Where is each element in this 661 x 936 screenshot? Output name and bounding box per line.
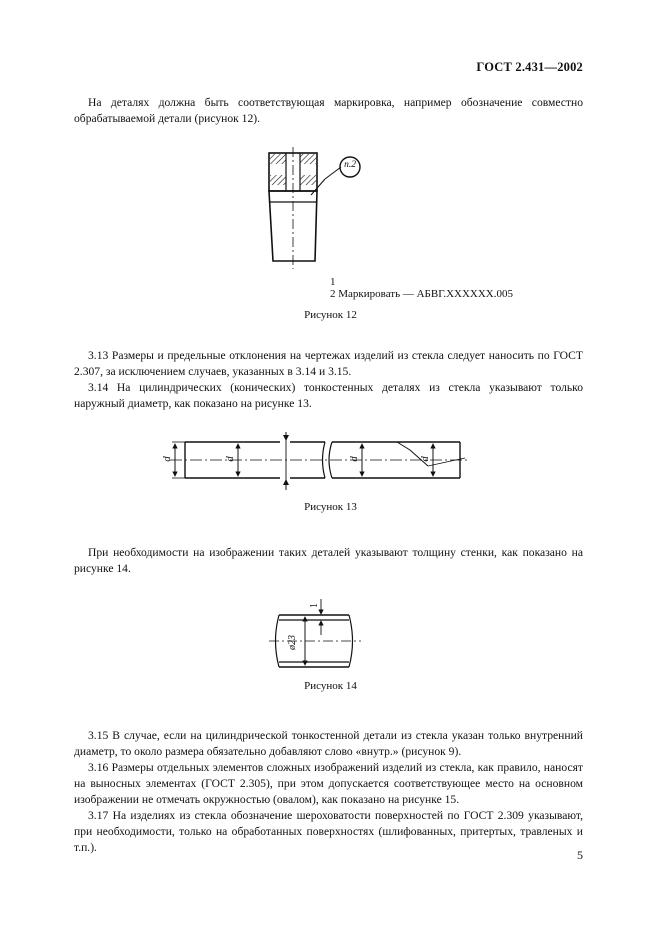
- wall-label: 1: [309, 603, 320, 608]
- paragraph-3-16: 3.16 Размеры отдельных элементов сложных изображений изделий из стекла, как правило, наносят на выносных элементах (ГОСТ 2.305), при этом допускается соответствующее место на основном изображении не отмечать окружностью (овалом), как показано на рисунке 15.: [74, 761, 583, 806]
- paragraph-3-17: 3.17 На изделиях из стекла обозначение шероховатости поверхностей по ГОСТ 2.309 указывают, при необходимости, только на обработанных поверхностях (шлифованных, притертых, травленых и т.п.).: [74, 809, 583, 854]
- paragraph-3-15: 3.15 В случае, если на цилиндрической тонкостенной детали из стекла указан только внутренний диаметр, то около размера обязательно добавляют слово «внутр.» (рисунок 9).: [74, 729, 583, 758]
- figure-12-note-1: 1: [330, 276, 336, 288]
- figure-14-caption: Рисунок 14: [304, 680, 357, 692]
- dim-label-outer: d: [160, 456, 173, 462]
- document-code: ГОСТ 2.431—2002: [476, 60, 583, 74]
- figure-13-drawing: [150, 428, 480, 496]
- page-number: 5: [577, 848, 583, 862]
- paragraph-3-13: 3.13 Размеры и предельные отклонения на чертежах изделий из стекла следует наносить по ГОСТ 2.307, за исключением случаев, указанных в 3.14 и 3.15.: [74, 349, 583, 378]
- dim-label-right: d: [347, 456, 360, 462]
- paragraph-wall-thickness: При необходимости на изображении таких деталей указывают толщину стенки, как показано на рисунке 14.: [74, 546, 583, 575]
- dim-label-mid: d: [223, 456, 236, 462]
- dim-label-end: d: [418, 456, 431, 462]
- paragraph-3-14: 3.14 На цилиндрических (конических) тонкостенных деталях из стекла указывают только наружный диаметр, как показано на рисунке 13.: [74, 381, 583, 410]
- bubble-label: п.2: [344, 160, 356, 170]
- figure-12-note-2: 2 Маркировать — АБВГ.ХХХХХХ.005: [330, 288, 513, 300]
- paragraph-marking: На деталях должна быть соответствующая маркировка, например обозначение совместно обрабатываемой детали (рисунок 12).: [74, 96, 583, 125]
- leader-line: [325, 167, 341, 179]
- figure-13-caption: Рисунок 13: [304, 501, 357, 513]
- figure-12-caption: Рисунок 12: [304, 309, 357, 321]
- diameter-label: ø23: [287, 635, 298, 650]
